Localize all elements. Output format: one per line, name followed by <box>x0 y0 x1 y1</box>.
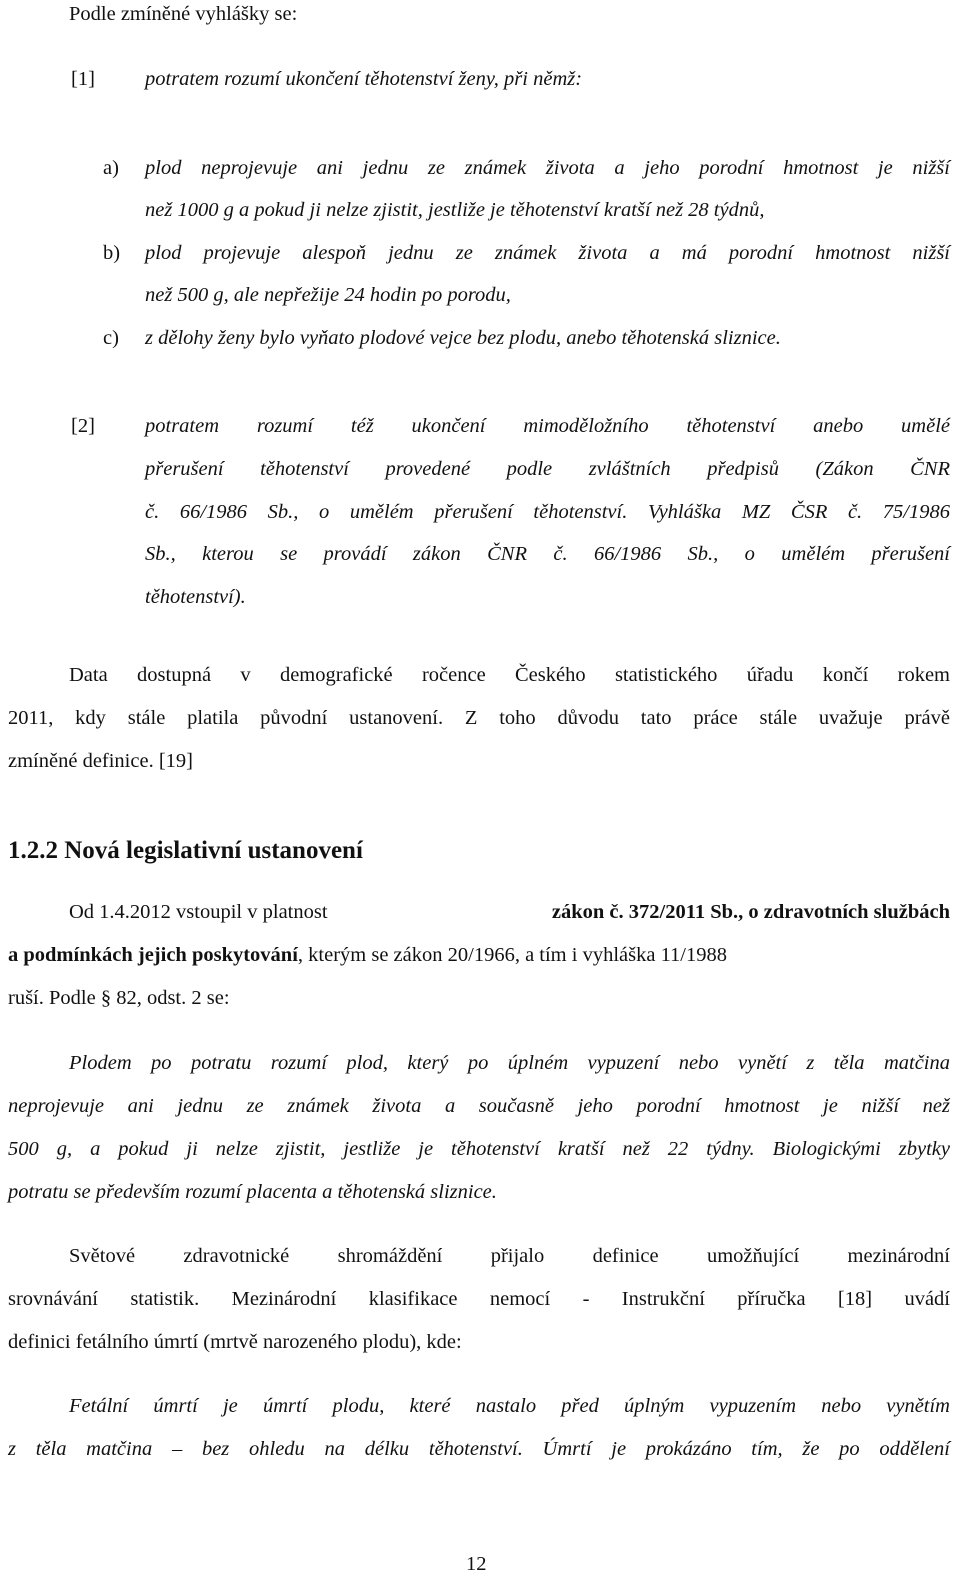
def1-item-b-line-1: plod projevuje alespoň jednu ze známek života a má porodní hmotnost nižší <box>145 242 950 264</box>
para3-line-1: Světové zdravotnické shromáždění přijalo definice umožňující mezinárodní <box>69 1245 950 1267</box>
def2-line-4: Sb., kterou se provádí zákon ČNR č. 66/1986 Sb., o umělém přerušení <box>145 543 950 565</box>
quote2-line-1: Fetální úmrtí je úmrtí plodu, které nastalo před úplným vypuzením nebo vynětím <box>69 1395 950 1417</box>
def1-marker: [1] <box>71 68 95 90</box>
para3-line-2: srovnávání statistik. Mezinárodní klasifikace nemocí - Instrukční příručka [18] uvádí <box>8 1288 950 1310</box>
quote1-line-1: Plodem po potratu rozumí plod, který po úplném vypuzení nebo vynětí z těla matčina <box>69 1052 950 1074</box>
def1-item-b-line-2: než 500 g, ale nepřežije 24 hodin po porodu, <box>145 284 511 306</box>
para1-line-1: Data dostupná v demografické ročence Českého statistického úřadu končí rokem <box>69 664 950 686</box>
def2-line-1: potratem rozumí též ukončení mimoděložního těhotenství anebo umělé <box>145 415 950 437</box>
def2-marker: [2] <box>71 415 95 437</box>
def1-item-a-marker: a) <box>103 157 119 179</box>
para3-line-3: definici fetálního úmrtí (mrtvě narozeného plodu), kde: <box>8 1331 462 1353</box>
def1-item-a-line-2: než 1000 g a pokud ji nelze zjistit, jestliže je těhotenství kratší než 28 týdnů, <box>145 199 765 221</box>
def2-line-3: č. 66/1986 Sb., o umělém přerušení těhotenství. Vyhláška MZ ČSR č. 75/1986 <box>145 501 950 523</box>
def1-text: potratem rozumí ukončení těhotenství ženy, při němž: <box>145 68 583 90</box>
para2-line-1 <box>69 902 950 923</box>
quote1-line-4: potratu se především rozumí placenta a těhotenská sliznice. <box>8 1181 497 1203</box>
def1-item-b-marker: b) <box>103 242 121 264</box>
def1-item-c-marker: c) <box>103 327 119 349</box>
quote1-line-2: neprojevuje ani jednu ze známek života a současně jeho porodní hmotnost je nižší než <box>8 1095 950 1117</box>
def1-item-a-line-1: plod neprojevuje ani jednu ze známek života a jeho porodní hmotnost je nižší <box>145 157 950 179</box>
def2-line-2: přerušení těhotenství provedené podle zvláštních předpisů (Zákon ČNR <box>145 458 950 480</box>
para2-line-3: ruší. Podle § 82, odst. 2 se: <box>8 987 230 1009</box>
para2-line-2-text: , kterým se zákon 20/1966, a tím i vyhláška 11/1988 <box>297 944 728 966</box>
section-heading: 1.2.2 Nová legislativní ustanovení <box>8 837 363 864</box>
para2-law-name: zákon č. 372/2011 Sb., o zdravotních službách <box>551 901 950 923</box>
def1-item-c-line-1: z dělohy ženy bylo vyňato plodové vejce bez plodu, anebo těhotenská sliznice. <box>145 327 781 349</box>
para2-law-name-cont: a podmínkách jejich poskytování <box>8 944 298 966</box>
quote2-line-2: z těla matčina – bez ohledu na délku těhotenství. Úmrtí je prokázáno tím, že po oddělení <box>8 1438 950 1460</box>
page-number: 12 <box>466 1553 487 1575</box>
para1-line-3: zmíněné definice. [19] <box>8 750 193 772</box>
def2-line-5: těhotenství). <box>145 586 246 608</box>
para1-line-2: 2011, kdy stále platila původní ustanovení. Z toho důvodu tato práce stále uvažuje právě <box>8 707 950 729</box>
para2-line-1-text: Od 1.4.2012 vstoupil v platnost <box>69 901 333 923</box>
para2-line-2 <box>8 945 950 966</box>
intro-text: Podle zmíněné vyhlášky se: <box>69 3 298 25</box>
quote1-line-3: 500 g, a pokud ji nelze zjistit, jestliže je těhotenství kratší než 22 týdny. Biologickými zbytky <box>8 1138 950 1160</box>
